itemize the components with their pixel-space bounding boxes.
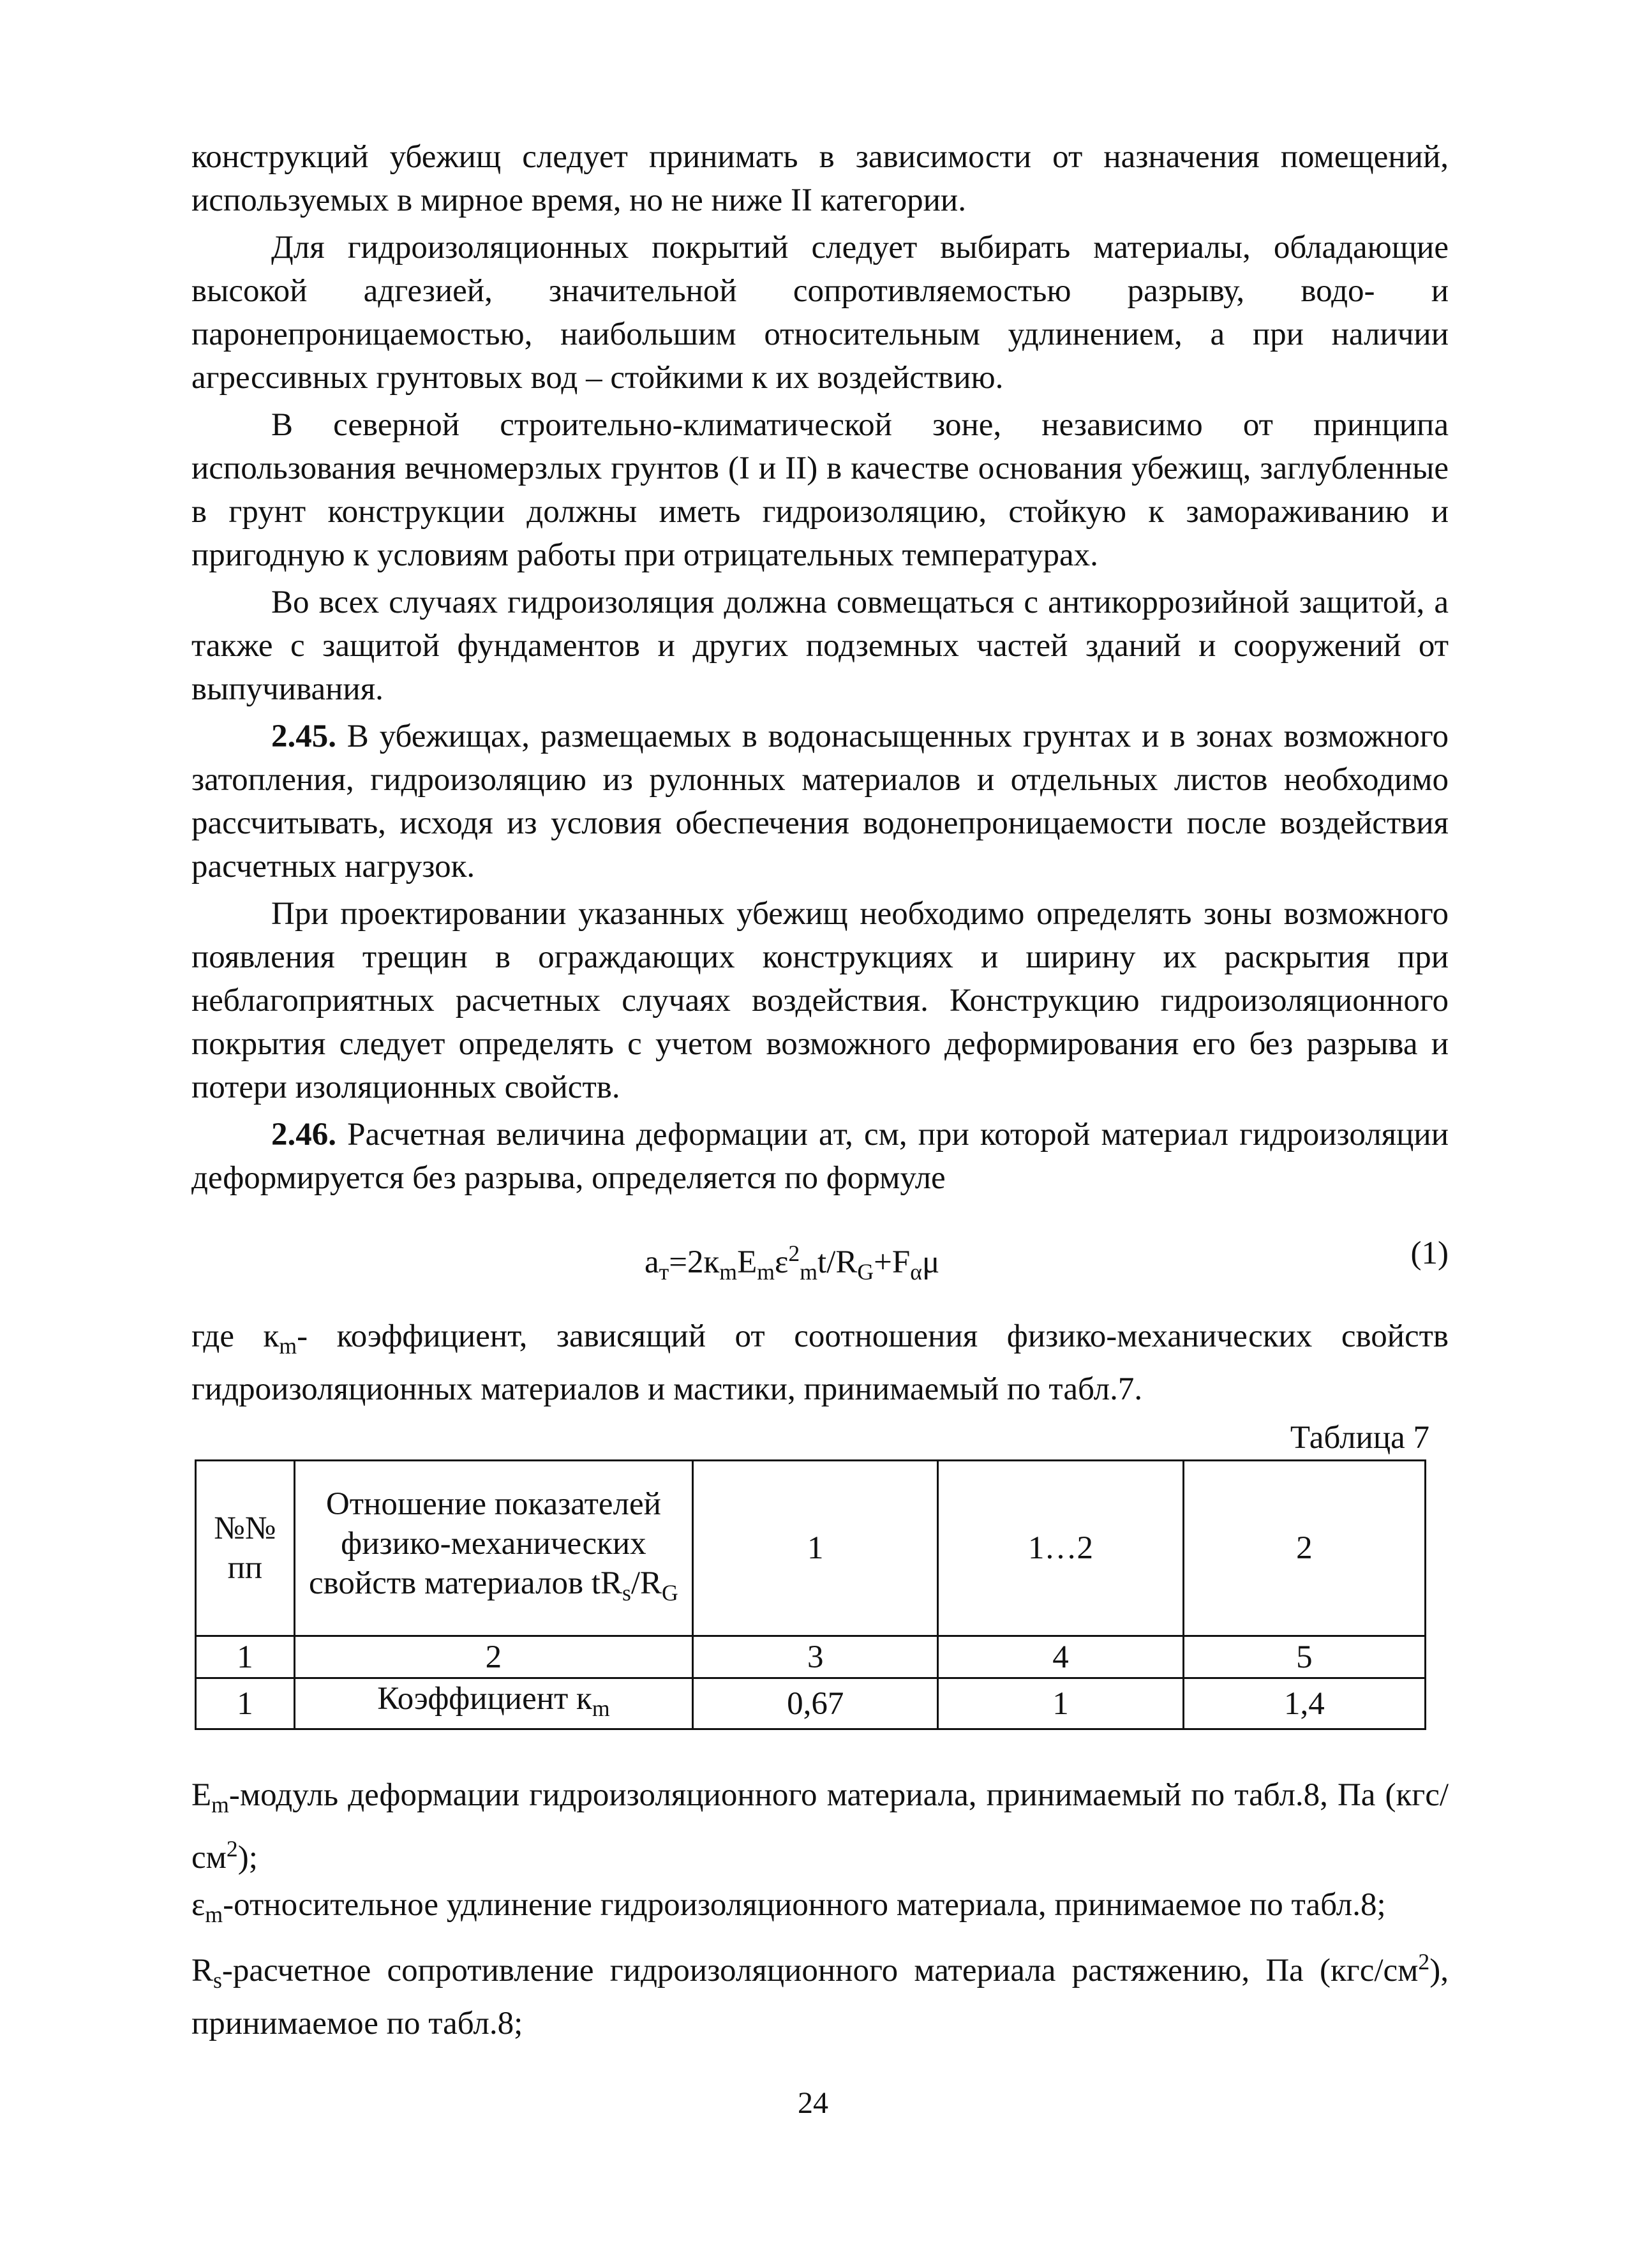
paragraph-anticorrosion: Во всех случаях гидроизоляция должна совмещаться с антикоррозийной защитой, а также с защитой фундаментов и других подземных частей зданий и сооружений от выпучивания.	[191, 585, 1449, 707]
header-value-2: 1…2	[938, 1461, 1183, 1636]
section-2-45	[191, 715, 1449, 888]
page-number: 24	[798, 2086, 828, 2120]
table-7	[195, 1459, 1426, 1730]
formula: $a_т=2к_mE_m\varepsilon^2_mt/R_G+F_\alpha\mu$	[645, 1241, 940, 1285]
header-value-3: 2	[1183, 1461, 1425, 1636]
paragraph-northern-zone: В северной строительно-климатической зоне, независимо от принципа использования вечномерзлых грунтов (I и II) в качестве основания убежищ, заглубленные в грунт конструкции должны иметь гидроизоляцию, стойкую к замораживанию и пригодную к условиям работы при отрицательных температурах.	[191, 407, 1449, 573]
definition-rs: $R_s$-расчетное сопротивление гидроизоляционного материала растяжению, Па $(кгс/см^2)$, принимаемое по табл.8;	[191, 1948, 1449, 2041]
definition-em: $E_m$-модуль деформации гидроизоляционного материала, принимаемый по табл.8, Па $(кгс/см^2)$;	[191, 1777, 1449, 1876]
table-cell: 0,67	[693, 1678, 938, 1729]
table-cell: 1	[938, 1678, 1183, 1729]
table-cell: 3	[693, 1636, 938, 1678]
paragraph-continuation: конструкций убежищ следует принимать в зависимости от назначения помещений, используемых в мирное время, но не ниже II категории.	[191, 139, 1449, 218]
section-number: 2.46.	[271, 1117, 336, 1153]
header-ratio: Отношение показателей физико-механических свойств материалов $tR_s/R_G$	[294, 1461, 692, 1636]
formula-row	[191, 1232, 1449, 1289]
header-value-1: 1	[693, 1461, 938, 1636]
paragraph-design-zones: При проектировании указанных убежищ необходимо определять зоны возможного появления трещин в ограждающих конструкциях и ширину их раскрытия при неблагоприятных расчетных случаях воздействия. Конструкцию гидроизоляционного покрытия следует определять с учетом возможного деформирования его без разрыва и потери изоляционных свойств.	[191, 896, 1449, 1105]
header-num: №№ пп	[196, 1461, 295, 1636]
table-cell-label: Коэффициент $к_m$	[294, 1678, 692, 1729]
table-cell: 1,4	[1183, 1678, 1425, 1729]
table-cell: 5	[1183, 1636, 1425, 1678]
section-2-46	[191, 1113, 1449, 1200]
table-cell: 4	[938, 1636, 1183, 1678]
document-page	[191, 135, 1449, 2045]
table-cell: 2	[294, 1636, 692, 1678]
paragraph-materials: Для гидроизоляционных покрытий следует выбирать материалы, обладающие высокой адгезией, значительной сопротивляемостью разрыву, водо- и паронепроницаемостью, наибольшим относительным удлинением, а при наличии агрессивных грунтовых вод – стойкими к их воздействию.	[191, 230, 1449, 396]
section-text: В убежищах, размещаемых в водонасыщенных грунтах и в зонах возможного затопления, гидроизоляцию из рулонных материалов и отдельных листов необходимо рассчитывать, исходя из условия обеспечения водонепроницаемости после воздействия расчетных нагрузок.	[191, 719, 1449, 884]
definition-epsilon: $\varepsilon_m$-относительное удлинение гидроизоляционного материала, принимаемое по табл.8;	[191, 1886, 1386, 1927]
section-number: 2.45.	[271, 719, 336, 754]
table-cell: 1	[196, 1678, 295, 1729]
table-caption: Таблица 7	[1290, 1420, 1429, 1456]
table-cell: 1	[196, 1636, 295, 1678]
section-text: Расчетная величина деформации aт, см, при которой материал гидроизоляции деформируется без разрыва, определяется по формуле	[191, 1117, 1449, 1196]
table-row	[196, 1678, 1426, 1729]
paragraph-where-km: где $к_m-$ коэффициент, зависящий от соотношения физико-механических свойств гидроизоляционных материалов и мастики, принимаемый по табл.7.	[191, 1318, 1449, 1408]
table-header-row	[196, 1461, 1426, 1636]
equation-number: (1)	[1410, 1235, 1449, 1271]
table-index-row	[196, 1636, 1426, 1678]
